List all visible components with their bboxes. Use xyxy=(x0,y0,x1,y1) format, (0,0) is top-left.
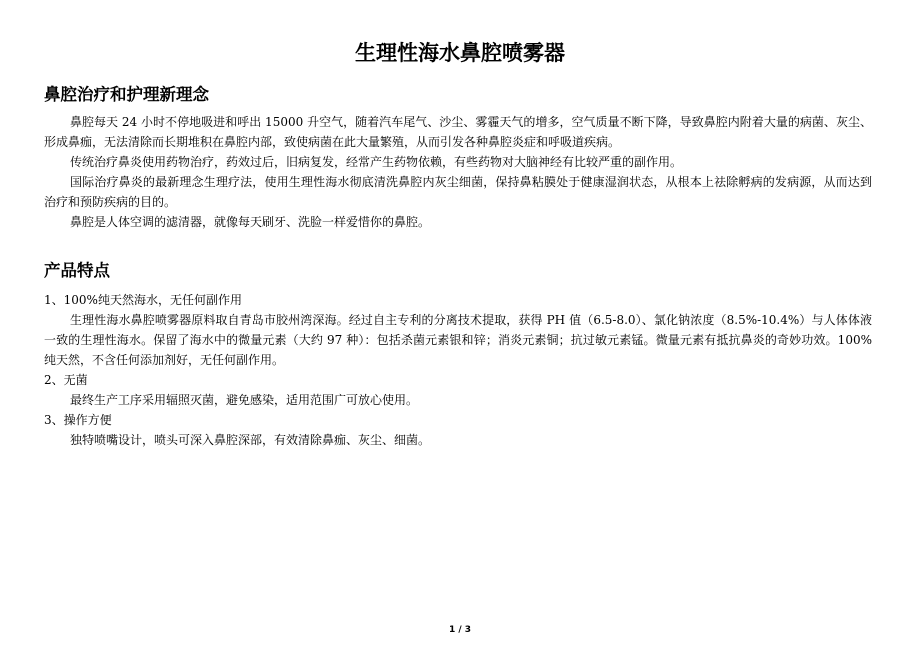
feature-item-text: 最终生产工序采用辐照灭菌，避免感染，适用范围广可放心使用。 xyxy=(70,393,419,407)
feature-item-title: 1、100%纯天然海水，无任何副作用 xyxy=(44,293,242,307)
feature-item-text: 生理性海水鼻腔喷雾器原料取自青岛市胶州湾深海。经过自主专利的分离技术提取，获得 PH 值（6.5-8.0）、氯化钠浓度（8.5%-10.4%）与人体体液一致的生理性海水。保留了海水中的微量元素（大约 97 种）：包括杀菌元素银和锌；消炎元素铜；抗过敏元素锰。微量元素有抵抗鼻炎的奇妙功效。100%纯天然，不含任何添加剂好，无任何副作用。 xyxy=(44,313,872,367)
paragraph: 国际治疗鼻炎的最新理念生理疗法，使用生理性海水彻底清洗鼻腔内灰尘细菌，保持鼻粘膜处于健康湿润状态，从根本上祛除孵病的发病源，从而达到治疗和预防疾病的目的。 xyxy=(44,175,872,209)
paragraph: 鼻腔是人体空调的滤清器，就像每天刷牙、洗脸一样爱惜你的鼻腔。 xyxy=(70,215,431,229)
page-number: 1 / 3 xyxy=(448,625,472,635)
feature-item-title: 3、操作方便 xyxy=(44,413,112,427)
section-heading-concept: 鼻腔治疗和护理新理念 xyxy=(44,85,209,104)
feature-item-title: 2、无菌 xyxy=(44,373,88,387)
section-body-concept xyxy=(44,112,872,232)
document-title: 生理性海水鼻腔喷雾器 xyxy=(355,41,565,65)
feature-item-text: 独特喷嘴设计，喷头可深入鼻腔深部，有效清除鼻痂、灰尘、细菌。 xyxy=(70,433,431,447)
section-body-features xyxy=(44,290,872,450)
section-heading-features: 产品特点 xyxy=(44,261,110,280)
paragraph: 鼻腔每天 24 小时不停地吸进和呼出 15000 升空气，随着汽车尾气、沙尘、雾霾天气的增多，空气质量不断下降，导致鼻腔内附着大量的病菌、灰尘、形成鼻痂，无法清除而长期堆积在鼻腔内部，致使病菌在此大量繁殖，从而引发各种鼻腔炎症和呼吸道疾病。 xyxy=(44,115,872,149)
paragraph: 传统治疗鼻炎使用药物治疗，药效过后，旧病复发，经常产生药物依赖，有些药物对大脑神经有比较严重的副作用。 xyxy=(70,155,683,169)
